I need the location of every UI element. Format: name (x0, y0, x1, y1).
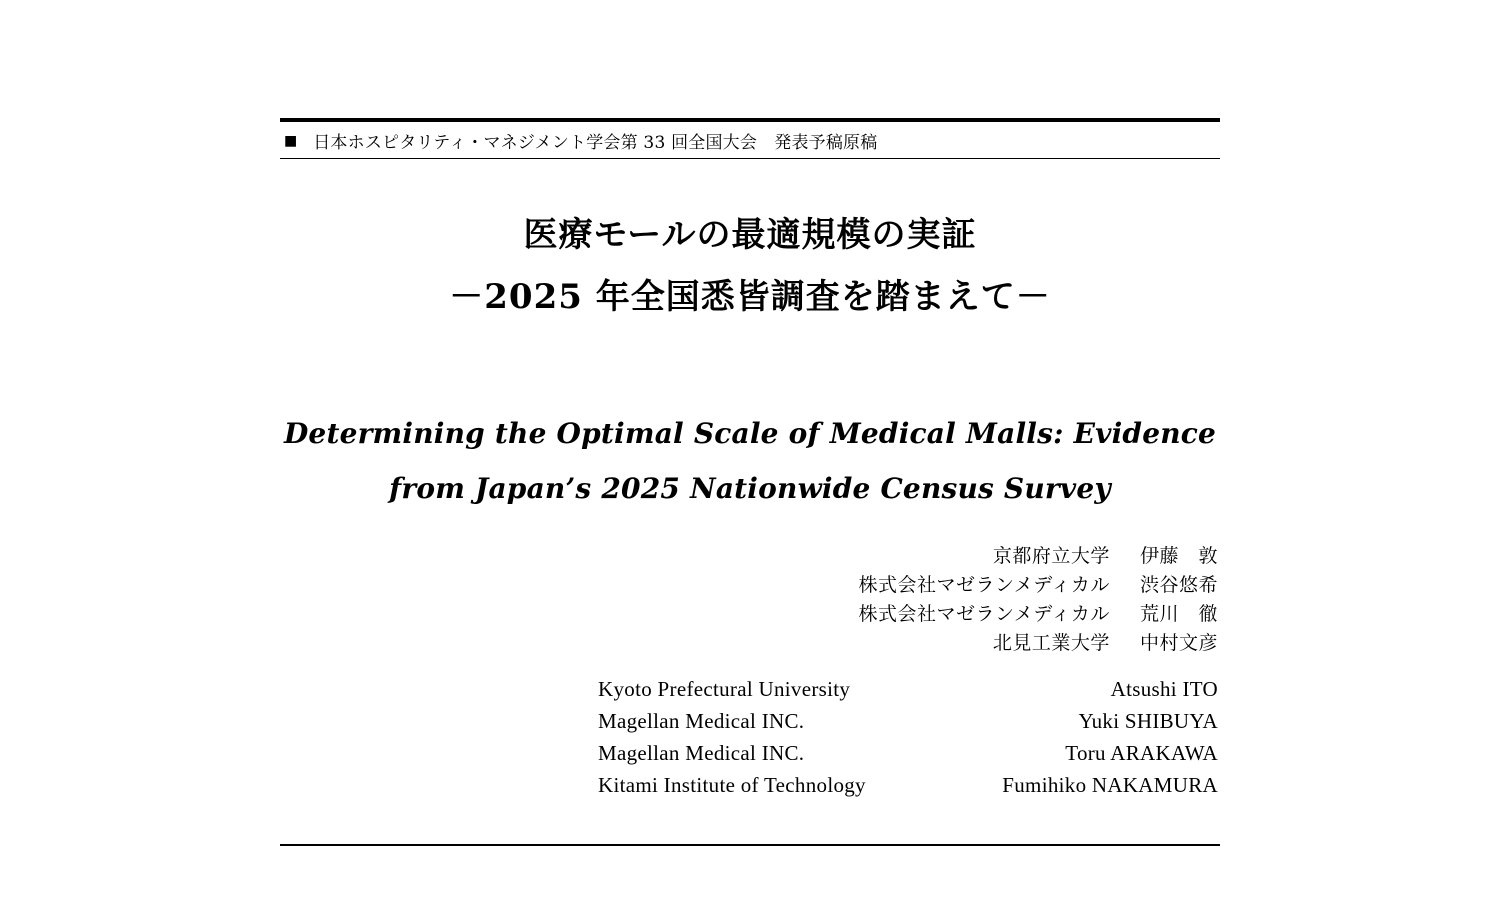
author-row-en (598, 674, 1218, 706)
english-author-list (598, 674, 1218, 802)
author-name: 渋谷悠希 (1139, 574, 1218, 597)
author-affiliation: 北見工業大学 (992, 632, 1110, 654)
author-name-en: Fumihiko NAKAMURA (1002, 772, 1218, 797)
author-affiliation-en: Magellan Medical INC. (598, 708, 805, 733)
author-affiliation: 株式会社マゼランメディカル (858, 603, 1110, 626)
conference-header (280, 122, 1220, 158)
author-affiliation-en: Magellan Medical INC. (598, 740, 805, 765)
author-name: 中村文彦 (1139, 632, 1218, 654)
square-bullet-icon: ■ (284, 132, 298, 149)
japanese-title-line2: －2025 年全国悉皆調査を踏まえて－ (449, 277, 1051, 318)
japanese-title-line1: 医療モールの最適規模の実証 (523, 215, 977, 255)
author-row-en (598, 738, 1218, 770)
author-row (280, 571, 1218, 600)
author-name-en: Toru ARAKAWA (1065, 740, 1218, 765)
author-row-en (598, 706, 1218, 738)
japanese-author-list (280, 542, 1220, 658)
header-bottom-rule (280, 158, 1220, 159)
author-affiliation: 京都府立大学 (992, 545, 1110, 568)
english-title-line2: from Japan’s 2025 Nationwide Census Survey (389, 471, 1111, 505)
author-row (280, 542, 1218, 571)
author-name-en: Yuki SHIBUYA (1078, 708, 1218, 733)
conference-header-text: 日本ホスピタリティ・マネジメント学会第 33 回全国大会 発表予稿原稿 (313, 133, 878, 153)
author-name: 伊藤 敦 (1139, 545, 1218, 568)
paper-content (280, 118, 1220, 846)
japanese-title (280, 207, 1220, 325)
author-affiliation-en: Kyoto Prefectural University (598, 676, 851, 701)
author-name: 荒川 徹 (1139, 603, 1218, 626)
author-row (280, 629, 1218, 658)
author-affiliation-en: Kitami Institute of Technology (598, 772, 866, 797)
english-title-line1: Determining the Optimal Scale of Medical Malls: Evidence (283, 417, 1217, 451)
author-affiliation: 株式会社マゼランメディカル (858, 574, 1110, 597)
english-title (280, 407, 1220, 516)
author-row (280, 600, 1218, 629)
footer-rule (280, 844, 1220, 846)
author-row-en (598, 770, 1218, 802)
author-name-en: Atsushi ITO (1110, 676, 1218, 701)
